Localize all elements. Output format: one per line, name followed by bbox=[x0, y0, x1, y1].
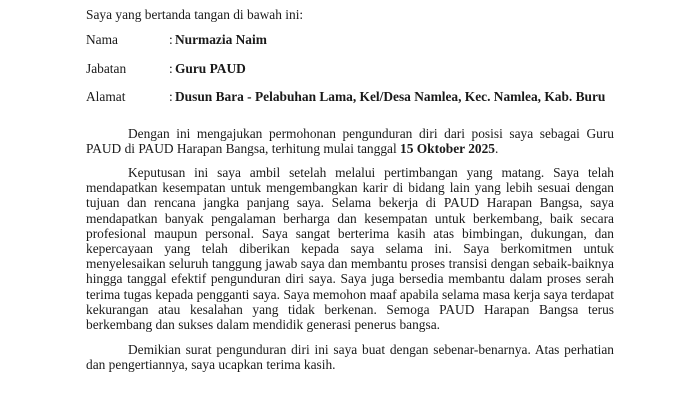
position-value: Guru PAUD bbox=[175, 61, 246, 76]
name-label: Nama bbox=[86, 32, 118, 47]
paragraph-request-end: . bbox=[495, 141, 499, 157]
address-label: Alamat bbox=[86, 89, 126, 104]
paragraph-request bbox=[86, 126, 614, 156]
intro-line: Saya yang bertanda tangan di bawah ini: bbox=[86, 7, 304, 22]
name-value: Nurmazia Naim bbox=[175, 32, 267, 47]
name-separator: : bbox=[169, 32, 173, 47]
paragraph-reason: Keputusan ini saya ambil setelah melalui pertimbangan yang matang. Saya telah mendapatkan kesempatan untuk mengembangkan karir di bidang lain yang lebih sesuai dengan tujuan dan rencana jangka panjang saya. Selama bekerja di PAUD Harapan Bangsa, saya mendapatkan banyak pengalaman berharga dan kesempatan untuk berkembang, baik secara profesional maupun personal. Saya sangat berterima kasih atas bimbingan, dukungan, dan kepercayaan yang telah diberikan kepada saya selama ini. Saya berkomitmen untuk menyelesaikan seluruh tanggung jawab saya dan membantu proses transisi dengan sebaik-baiknya hingga tanggal efektif pengunduran diri saya. Saya juga bersedia membantu dalam proses serah terima tugas kepada pengganti saya. Saya memohon maaf apabila selama masa kerja saya terdapat kekurangan atau kesalahan yang tidak berkenan. Semoga PAUD Harapan Bangsa terus berkembang dan sukses dalam mendidik generasi penerus bangsa. bbox=[86, 165, 614, 333]
address-value: Dusun Bara - Pelabuhan Lama, Kel/Desa Namlea, Kec. Namlea, Kab. Buru bbox=[175, 89, 606, 104]
address-separator: : bbox=[169, 89, 173, 104]
position-separator: : bbox=[169, 61, 173, 76]
position-label: Jabatan bbox=[86, 61, 127, 76]
resignation-date: 15 Oktober 2025 bbox=[400, 141, 496, 157]
paragraph-request-text: Dengan ini mengajukan permohonan pengunduran diri dari posisi saya sebagai Guru PAUD di PAUD Harapan Bangsa, terhitung mulai tanggal bbox=[86, 126, 614, 157]
paragraph-closing: Demikian surat pengunduran diri ini saya buat dengan sebenar-benarnya. Atas perhatian dan pengertiannya, saya ucapkan terima kasih. bbox=[86, 342, 614, 373]
